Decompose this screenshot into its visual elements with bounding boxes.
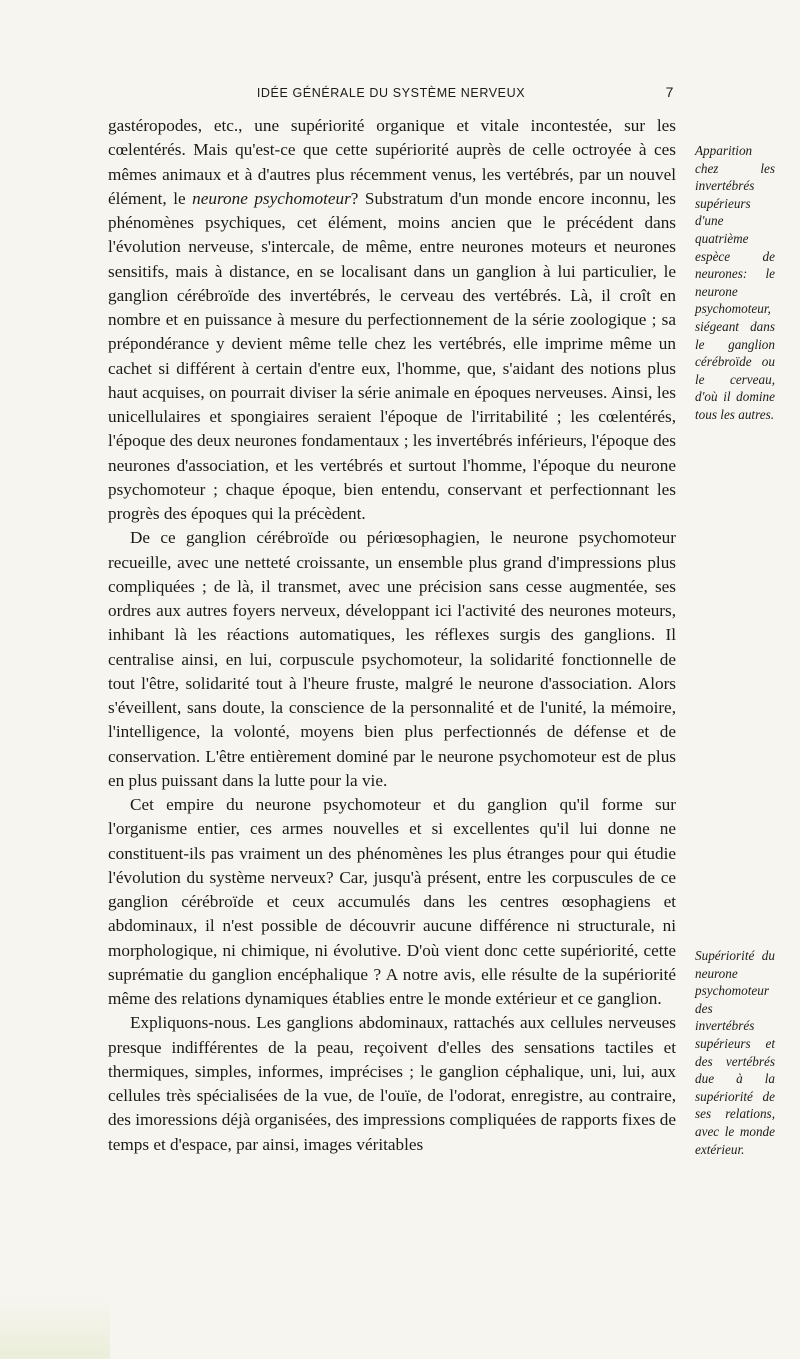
- margin-note-superiorite: Supériorité du neurone psychomoteur des invertébrés supérieurs et des vertébrés due à la supériorité de ses relations, avec le monde extérieur.: [695, 948, 775, 1157]
- emphasis-term: neurone psychomoteur: [192, 188, 351, 208]
- page-header: [108, 82, 674, 106]
- page-stain: [0, 1299, 110, 1359]
- paragraph-3: Cet empire du neurone psychomoteur et du ganglion qu'il forme sur l'organisme entier, ces armes nouvelles et si excellentes qu'il lui donne ne constituent-ils pas vraiment un des phénomènes les plus étranges pour qui étudie l'évolution du système nerveux? Car, jusqu'à présent, entre les corpuscules de ce ganglion cérébroïde et ceux accumulés dans les centres œsophagiens et abdominaux, il n'est possible de découvrir aucune différence ni structurale, ni morphologique, ni chimique, ni évolutive. D'où vient donc cette supériorité, cette suprématie du ganglion encéphalique ? A notre avis, elle résulte de la supériorité même des relations dynamiques établies entre le monde extérieur et ce ganglion.: [108, 795, 676, 1008]
- page-number: 7: [665, 84, 674, 100]
- paragraph-1-lead: gastéropodes, etc., une supériorité organique et vitale incontestée, sur les cœlentérés. Mais qu'est-ce que cette supériorité auprès de celle octroyée à ces mêmes animaux et à d'autres plus récemment venus, les vertébrés, par un nouvel élément, le: [108, 116, 676, 208]
- paragraph-4: Expliquons-nous. Les ganglions abdominaux, rattachés aux cellules nerveuses presque indifférentes de la peau, reçoivent d'elles des sensations tactiles et thermiques, simples, informes, imprécises ; le ganglion céphalique, uni, lui, aux cellules très spécialisées de la vue, de l'ouïe, de l'odorat, enregistre, au contraire, des imoressions déjà organisées, des impressions compliquées de rapports fixes de temps et d'espace, par ainsi, images véritables: [108, 1013, 676, 1154]
- paragraph-2: De ce ganglion cérébroïde ou périœsophagien, le neurone psychomoteur recueille, avec une netteté croissante, un ensemble plus grand d'impressions plus compliquées ; de là, il transmet, avec une précision sans cesse augmentée, ses ordres aux autres foyers nerveux, développant ici l'activité des neurones moteurs, inhibant là les réactions automatiques, les réflexes surgis des ganglions. Il centralise ainsi, en lui, corpuscule psychomoteur, la solidarité fonctionnelle de tout l'être, solidarité tout à l'heure fruste, malgré le neurone d'association. Alors s'éveillent, sans doute, la conscience de la personnalité et de l'unité, la mémoire, l'intelligence, la volonté, moyens bien plus perfectionnés de défense et de conservation. L'être entièrement dominé par le neurone psychomoteur est de plus en plus puissant dans la lutte pour la vie.: [108, 528, 676, 790]
- margin-note-neurone-psychomoteur: Apparition chez les invertébrés supérieurs d'une quatrième espèce de neurones: le neurone psychomoteur, siégeant dans le ganglion cérébroïde ou le cerveau, d'où il domine tous les autres.: [695, 143, 775, 422]
- body-text: [108, 114, 676, 1157]
- running-title: IDÉE GÉNÉRALE DU SYSTÈME NERVEUX: [256, 86, 526, 100]
- paragraph-1-rest: ? Substratum d'un monde encore inconnu, les phénomènes psychiques, cet élément, moins ancien que le précédent dans l'évolution nerveuse, s'intercale, de même, entre neurones moteurs et neurones sensitifs, mais à distance, en se localisant dans un ganglion à lui particulier, le ganglion cérébroïde des invertébrés, le cerveau des vertébrés. Là, il croît en nombre et en puissance à mesure du perfectionnement de la série zoologique ; sa prépondérance y devient même telle chez les vertébrés, elle imprime même un cachet si différent à certain d'entre eux, l'homme, que, s'aidant des notions plus haut acquises, on pourrait diviser la série animale en époques nerveuses. Ainsi, les unicellulaires et spongiaires seraient l'époque de l'irritabilité ; les cœlentérés, l'époque des deux neurones fondamentaux ; les invertébrés inférieurs, l'époque des neurones d'association, et les vertébrés et surtout l'homme, l'époque du neurone psychomoteur ; chaque époque, bien entendu, conservant et perfectionnant les progrès des époques qui la précèdent.: [108, 188, 676, 523]
- paragraph-1: [108, 114, 676, 526]
